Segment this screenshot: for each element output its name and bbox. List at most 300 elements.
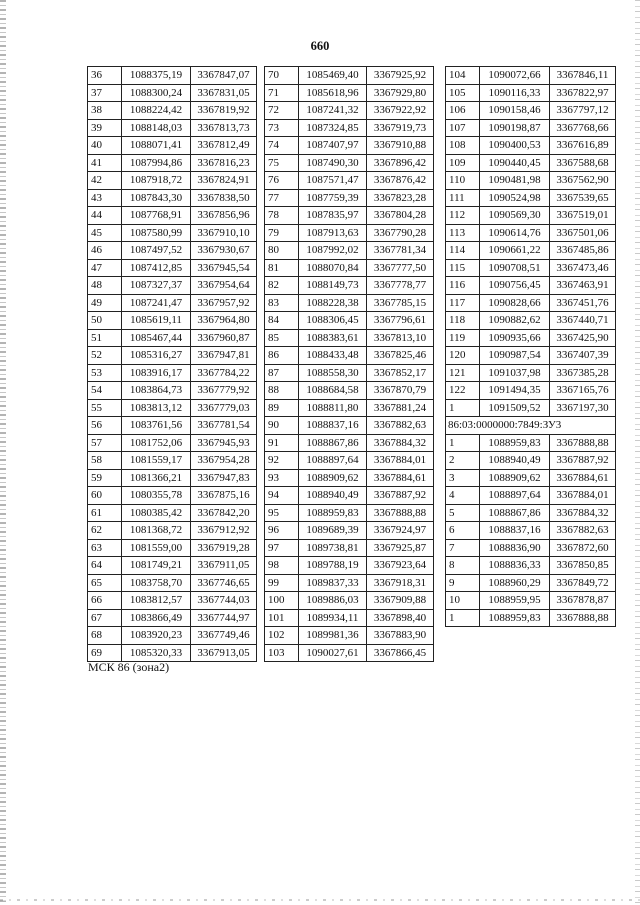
y-coordinate: 3367744,97 [191,609,257,627]
x-coordinate: 1083920,23 [122,627,191,645]
point-number: 1 [446,609,480,627]
y-coordinate: 3367822,97 [550,84,616,102]
x-coordinate: 1089837,33 [299,574,367,592]
table-row [265,102,434,120]
point-number: 93 [265,469,299,487]
x-coordinate: 1088811,80 [299,399,367,417]
point-number: 88 [265,382,299,400]
x-coordinate: 1089689,39 [299,522,367,540]
x-coordinate: 1088300,24 [122,84,191,102]
point-number: 98 [265,557,299,575]
table-row [88,644,257,662]
y-coordinate: 3367882,63 [367,417,434,435]
coordinates-table-1 [87,66,257,662]
x-coordinate: 1090158,46 [480,102,550,120]
y-coordinate: 3367777,50 [367,259,434,277]
point-number: 115 [446,259,480,277]
x-coordinate: 1088897,64 [299,452,367,470]
x-coordinate: 1088558,30 [299,364,367,382]
x-coordinate: 1087327,37 [122,277,191,295]
y-coordinate: 3367785,15 [367,294,434,312]
y-coordinate: 3367812,49 [191,137,257,155]
x-coordinate: 1080355,78 [122,487,191,505]
point-number: 90 [265,417,299,435]
point-number: 97 [265,539,299,557]
point-number: 64 [88,557,122,575]
table-row [265,207,434,225]
point-number: 47 [88,259,122,277]
y-coordinate: 3367945,93 [191,434,257,452]
table-row [88,347,257,365]
y-coordinate: 3367960,87 [191,329,257,347]
y-coordinate: 3367896,42 [367,154,434,172]
table-row [265,487,434,505]
y-coordinate: 3367485,86 [550,242,616,260]
y-coordinate: 3367588,68 [550,154,616,172]
table-row [88,627,257,645]
point-number: 45 [88,224,122,242]
point-number: 52 [88,347,122,365]
y-coordinate: 3367519,01 [550,207,616,225]
point-number: 49 [88,294,122,312]
x-coordinate: 1087571,47 [299,172,367,190]
y-coordinate: 3367779,92 [191,382,257,400]
point-number: 101 [265,609,299,627]
x-coordinate: 1087843,30 [122,189,191,207]
y-coordinate: 3367746,65 [191,574,257,592]
x-coordinate: 1081368,72 [122,522,191,540]
y-coordinate: 3367882,63 [550,522,616,540]
x-coordinate: 1085316,27 [122,347,191,365]
point-number: 68 [88,627,122,645]
table-row [446,224,616,242]
point-number: 51 [88,329,122,347]
y-coordinate: 3367954,28 [191,452,257,470]
point-number: 43 [88,189,122,207]
x-coordinate: 1088306,45 [299,312,367,330]
y-coordinate: 3367165,76 [550,382,616,400]
y-coordinate: 3367888,88 [550,609,616,627]
x-coordinate: 1083866,49 [122,609,191,627]
y-coordinate: 3367744,03 [191,592,257,610]
point-number: 55 [88,399,122,417]
y-coordinate: 3367849,72 [550,574,616,592]
scan-edge-bottom [0,899,640,901]
point-number: 79 [265,224,299,242]
y-coordinate: 3367883,90 [367,627,434,645]
table-row [265,277,434,295]
table-row [446,364,616,382]
table-row [265,522,434,540]
table-row [265,382,434,400]
table-row [265,417,434,435]
x-coordinate: 1087768,91 [122,207,191,225]
y-coordinate: 3367924,97 [367,522,434,540]
x-coordinate: 1090524,98 [480,189,550,207]
x-coordinate: 1081752,06 [122,434,191,452]
y-coordinate: 3367796,61 [367,312,434,330]
x-coordinate: 1088959,95 [480,592,550,610]
y-coordinate: 3367852,17 [367,364,434,382]
table-row [265,539,434,557]
x-coordinate: 1091509,52 [480,399,550,417]
y-coordinate: 3367824,91 [191,172,257,190]
x-coordinate: 1087407,97 [299,137,367,155]
coordinates-table-3 [445,66,616,627]
y-coordinate: 3367875,16 [191,487,257,505]
table-row [446,522,616,540]
x-coordinate: 1088959,83 [299,504,367,522]
point-number: 105 [446,84,480,102]
table-row [446,277,616,295]
table-row [88,294,257,312]
y-coordinate: 3367473,46 [550,259,616,277]
table-row [446,242,616,260]
y-coordinate: 3367819,92 [191,102,257,120]
point-number: 91 [265,434,299,452]
table-row [88,224,257,242]
x-coordinate: 1088228,38 [299,294,367,312]
x-coordinate: 1081366,21 [122,469,191,487]
x-coordinate: 1087918,72 [122,172,191,190]
table-row [265,504,434,522]
x-coordinate: 1090400,53 [480,137,550,155]
table-row [446,329,616,347]
point-number: 38 [88,102,122,120]
y-coordinate: 3367910,88 [367,137,434,155]
point-number: 114 [446,242,480,260]
table-row [446,469,616,487]
table-row [88,557,257,575]
point-number: 54 [88,382,122,400]
table-row [88,242,257,260]
point-number: 75 [265,154,299,172]
x-coordinate: 1087759,39 [299,189,367,207]
y-coordinate: 3367831,05 [191,84,257,102]
y-coordinate: 3367913,05 [191,644,257,662]
x-coordinate: 1090027,61 [299,644,367,662]
point-number: 58 [88,452,122,470]
point-number: 53 [88,364,122,382]
table-row [446,417,616,435]
point-number: 48 [88,277,122,295]
table-row [265,347,434,365]
x-coordinate: 1088070,84 [299,259,367,277]
point-number: 118 [446,312,480,330]
y-coordinate: 3367797,12 [550,102,616,120]
table-row [88,154,257,172]
table-row [265,609,434,627]
point-number: 95 [265,504,299,522]
y-coordinate: 3367884,01 [367,452,434,470]
x-coordinate: 1088940,49 [299,487,367,505]
coordinate-system-note: МСК 86 (зона2) [88,660,170,674]
point-number: 39 [88,119,122,137]
x-coordinate: 1088940,49 [480,452,550,470]
table-row [88,504,257,522]
table-row [265,312,434,330]
table-row [265,592,434,610]
point-number: 109 [446,154,480,172]
y-coordinate: 3367884,61 [550,469,616,487]
y-coordinate: 3367781,34 [367,242,434,260]
y-coordinate: 3367823,28 [367,189,434,207]
x-coordinate: 1089738,81 [299,539,367,557]
x-coordinate: 1090116,33 [480,84,550,102]
point-number: 78 [265,207,299,225]
point-number: 82 [265,277,299,295]
y-coordinate: 3367847,07 [191,67,257,85]
y-coordinate: 3367804,28 [367,207,434,225]
x-coordinate: 1087241,32 [299,102,367,120]
x-coordinate: 1088071,41 [122,137,191,155]
x-coordinate: 1083758,70 [122,574,191,592]
point-number: 69 [88,644,122,662]
x-coordinate: 1088959,83 [480,609,550,627]
y-coordinate: 3367784,22 [191,364,257,382]
x-coordinate: 1091494,35 [480,382,550,400]
x-coordinate: 1090481,98 [480,172,550,190]
point-number: 80 [265,242,299,260]
table-row [88,102,257,120]
y-coordinate: 3367881,24 [367,399,434,417]
y-coordinate: 3367910,10 [191,224,257,242]
point-number: 73 [265,119,299,137]
y-coordinate: 3367884,32 [367,434,434,452]
table-row [265,364,434,382]
point-number: 81 [265,259,299,277]
point-number: 56 [88,417,122,435]
x-coordinate: 1087994,86 [122,154,191,172]
point-number: 46 [88,242,122,260]
x-coordinate: 1085469,40 [299,67,367,85]
point-number: 67 [88,609,122,627]
table-row [88,487,257,505]
x-coordinate: 1087497,52 [122,242,191,260]
y-coordinate: 3367813,73 [191,119,257,137]
y-coordinate: 3367887,92 [367,487,434,505]
y-coordinate: 3367929,80 [367,84,434,102]
y-coordinate: 3367945,54 [191,259,257,277]
x-coordinate: 1090614,76 [480,224,550,242]
x-coordinate: 1088836,33 [480,557,550,575]
x-coordinate: 1088909,62 [480,469,550,487]
x-coordinate: 1088909,62 [299,469,367,487]
y-coordinate: 3367539,65 [550,189,616,207]
table-row [88,329,257,347]
page-number: 660 [310,39,330,53]
table-row [446,592,616,610]
x-coordinate: 1087490,30 [299,154,367,172]
y-coordinate: 3367898,40 [367,609,434,627]
x-coordinate: 1085320,33 [122,644,191,662]
table-row [265,294,434,312]
table-row [446,504,616,522]
y-coordinate: 3367872,60 [550,539,616,557]
table-row [88,592,257,610]
table-row [88,452,257,470]
point-number: 36 [88,67,122,85]
point-number: 108 [446,137,480,155]
point-number: 65 [88,574,122,592]
point-number: 87 [265,364,299,382]
point-number: 62 [88,522,122,540]
x-coordinate: 1083864,73 [122,382,191,400]
x-coordinate: 1088684,58 [299,382,367,400]
table-row [88,574,257,592]
point-number: 8 [446,557,480,575]
y-coordinate: 3367884,32 [550,504,616,522]
y-coordinate: 3367957,92 [191,294,257,312]
table-row [446,487,616,505]
table-row [446,259,616,277]
point-number: 116 [446,277,480,295]
point-number: 107 [446,119,480,137]
y-coordinate: 3367947,81 [191,347,257,365]
point-number: 7 [446,539,480,557]
point-number: 70 [265,67,299,85]
point-number: 102 [265,627,299,645]
x-coordinate: 1088959,83 [480,434,550,452]
point-number: 122 [446,382,480,400]
point-number: 42 [88,172,122,190]
table-row [446,312,616,330]
point-number: 117 [446,294,480,312]
table-row [88,84,257,102]
point-number: 60 [88,487,122,505]
point-number: 4 [446,487,480,505]
y-coordinate: 3367197,30 [550,399,616,417]
table-row [265,84,434,102]
y-coordinate: 3367385,28 [550,364,616,382]
table-row [88,277,257,295]
x-coordinate: 1088224,42 [122,102,191,120]
x-coordinate: 1090198,87 [480,119,550,137]
point-number: 99 [265,574,299,592]
scan-edge-right [635,0,640,905]
x-coordinate: 1089788,19 [299,557,367,575]
x-coordinate: 1083761,56 [122,417,191,435]
y-coordinate: 3367813,10 [367,329,434,347]
point-number: 40 [88,137,122,155]
table-row [446,347,616,365]
x-coordinate: 1091037,98 [480,364,550,382]
x-coordinate: 1088960,29 [480,574,550,592]
y-coordinate: 3367850,85 [550,557,616,575]
x-coordinate: 1088867,86 [299,434,367,452]
x-coordinate: 1090756,45 [480,277,550,295]
table-row [265,119,434,137]
y-coordinate: 3367884,61 [367,469,434,487]
point-number: 57 [88,434,122,452]
table-row [446,539,616,557]
x-coordinate: 1085618,96 [299,84,367,102]
y-coordinate: 3367451,76 [550,294,616,312]
point-number: 71 [265,84,299,102]
table-row [88,259,257,277]
table-row [88,382,257,400]
x-coordinate: 1088836,90 [480,539,550,557]
point-number: 113 [446,224,480,242]
y-coordinate: 3367911,05 [191,557,257,575]
point-number: 94 [265,487,299,505]
table-row [265,557,434,575]
x-coordinate: 1088383,61 [299,329,367,347]
x-coordinate: 1088149,73 [299,277,367,295]
x-coordinate: 1089981,36 [299,627,367,645]
y-coordinate: 3367954,64 [191,277,257,295]
y-coordinate: 3367425,90 [550,329,616,347]
table-row [265,434,434,452]
y-coordinate: 3367463,91 [550,277,616,295]
y-coordinate: 3367919,28 [191,539,257,557]
table-row [446,609,616,627]
table-row [265,469,434,487]
table-row [446,557,616,575]
point-number: 50 [88,312,122,330]
y-coordinate: 3367846,11 [550,67,616,85]
point-number: 121 [446,364,480,382]
table-row [88,364,257,382]
table-row [88,417,257,435]
y-coordinate: 3367778,77 [367,277,434,295]
table-row [265,172,434,190]
point-number: 41 [88,154,122,172]
table-row [446,172,616,190]
y-coordinate: 3367888,88 [367,504,434,522]
x-coordinate: 1088837,16 [480,522,550,540]
y-coordinate: 3367749,46 [191,627,257,645]
x-coordinate: 1090661,22 [480,242,550,260]
y-coordinate: 3367838,50 [191,189,257,207]
point-number: 63 [88,539,122,557]
point-number: 77 [265,189,299,207]
point-number: 1 [446,399,480,417]
point-number: 103 [265,644,299,662]
table-row [265,242,434,260]
table-row [88,539,257,557]
table-row [88,119,257,137]
x-coordinate: 1085619,11 [122,312,191,330]
x-coordinate: 1081559,17 [122,452,191,470]
y-coordinate: 3367887,92 [550,452,616,470]
y-coordinate: 3367912,92 [191,522,257,540]
table-row [446,452,616,470]
table-row [446,434,616,452]
x-coordinate: 1087580,99 [122,224,191,242]
x-coordinate: 1090569,30 [480,207,550,225]
table-row [446,189,616,207]
table-row [265,154,434,172]
point-number: 76 [265,172,299,190]
table-row [446,137,616,155]
point-number: 5 [446,504,480,522]
point-number: 61 [88,504,122,522]
table-row [446,294,616,312]
point-number: 112 [446,207,480,225]
point-number: 85 [265,329,299,347]
x-coordinate: 1088897,64 [480,487,550,505]
point-number: 106 [446,102,480,120]
x-coordinate: 1090072,66 [480,67,550,85]
y-coordinate: 3367779,03 [191,399,257,417]
table-row [88,207,257,225]
point-number: 86 [265,347,299,365]
y-coordinate: 3367856,96 [191,207,257,225]
point-number: 100 [265,592,299,610]
table-row [446,574,616,592]
table-row [265,137,434,155]
